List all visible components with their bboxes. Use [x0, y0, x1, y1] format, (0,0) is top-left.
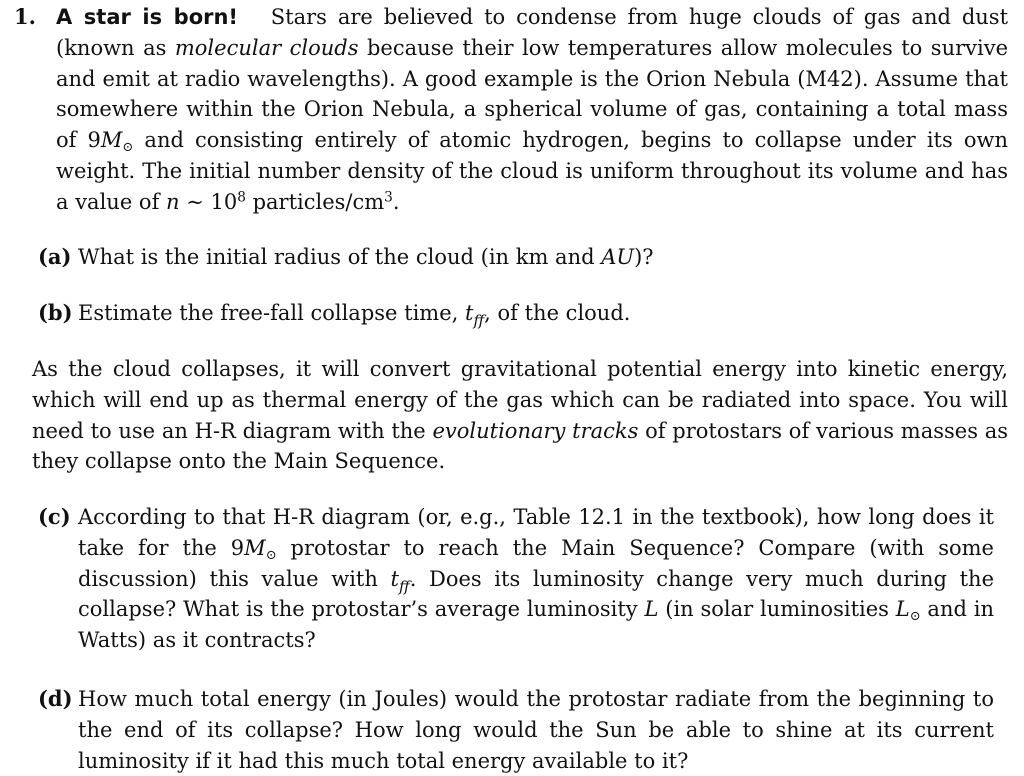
- part-d: [38, 684, 994, 776]
- intro-text-3: and consisting entirely of atomic hydrogen, begins to collapse under its own weight. The initial number density of the cloud is uniform throughout its volume and has a value of: [56, 128, 1009, 214]
- intro-text-2: because their low temperatures allow molecules to survive and emit at radio wavelengths). A good example is the Orion Nebula (M42). Assume that somewhere within the Orion Nebula, a spherical volume of gas, containing a total mass of 9: [56, 35, 1008, 153]
- part-c-t-symbol: t: [390, 566, 399, 591]
- problem-number: 1.: [14, 4, 36, 29]
- part-a: [38, 242, 994, 273]
- intro-mass-symbol: M: [100, 128, 123, 153]
- part-a-au: AU: [601, 245, 635, 269]
- part-d-text: How much total energy (in Joules) would the protostar radiate from the beginning to the end of its collapse? How long would the Sun be able to shine at its current luminosity if it had this much total energy available to it?: [78, 686, 994, 773]
- middle-paragraph: [32, 354, 1008, 477]
- part-b-text-2: , of the cloud.: [484, 300, 631, 325]
- part-c-l-solar-symbol: L: [895, 597, 910, 622]
- part-c-l-symbol: L: [644, 597, 659, 622]
- part-a-text-1: What is the initial radius of the cloud (in km and: [78, 245, 602, 269]
- problem-1: [14, 2, 1008, 218]
- part-a-label: (a): [38, 244, 72, 269]
- middle-text-2: of protostars of various masses as they collapse onto the Main Sequence.: [32, 418, 1009, 474]
- problem-intro: [56, 2, 1008, 218]
- middle-text: [32, 354, 1008, 477]
- part-b-ff-subscript: ff: [473, 311, 485, 330]
- part-c-label: (c): [38, 504, 71, 529]
- part-c-text-3: . Does its luminosity change very much during the collapse? What is the protostar’s average luminosity: [78, 566, 994, 622]
- part-c-text-2: protostar to reach the Main Sequence? Compare (with some discussion) this value with: [78, 535, 994, 591]
- solar-symbol: ⊙: [909, 609, 921, 625]
- part-b-t-symbol: t: [465, 300, 474, 325]
- solar-symbol: ⊙: [122, 140, 134, 156]
- part-c-text-1: According to that H-R diagram (or, e.g., Table 12.1 in the textbook), how long does it take for the 9: [78, 505, 994, 560]
- part-c-text-4: (in solar luminosities: [658, 597, 896, 622]
- intro-text-4: ∼ 10: [179, 189, 238, 214]
- problem-title: A star is born!: [56, 5, 239, 29]
- part-b-label: (b): [38, 299, 73, 325]
- part-c-ff-subscript: ff: [398, 576, 410, 595]
- intro-text-6: .: [392, 189, 400, 214]
- parts-ab: [38, 242, 994, 329]
- part-b: [38, 298, 994, 329]
- parts-cd: [38, 502, 994, 776]
- middle-text-1: As the cloud collapses, it will convert gravitational potential energy into kinetic energy, which will end up as thermal energy of the gas which can be radiated into space. You will need to use an H-R diagram with the: [32, 357, 1008, 443]
- intro-exponent-2: 3: [384, 189, 393, 206]
- part-d-label: (d): [38, 685, 73, 711]
- part-c: [38, 502, 994, 656]
- intro-emphasis-molecular-clouds: molecular clouds: [174, 35, 359, 60]
- part-b-text-1: Estimate the free-fall collapse time,: [78, 300, 465, 325]
- intro-text-5: particles/cm: [245, 189, 385, 214]
- part-c-mass-symbol: M: [244, 535, 266, 560]
- intro-n-symbol: n: [166, 189, 180, 214]
- intro-exponent: 8: [237, 189, 246, 206]
- part-c-text-5: and in Watts) as it contracts?: [78, 597, 994, 653]
- middle-emphasis: evolutionary tracks: [432, 418, 639, 443]
- solar-symbol: ⊙: [265, 547, 277, 563]
- part-a-text-2: )?: [634, 245, 654, 269]
- intro-text-1: Stars are believed to condense from huge clouds of gas and dust (known as: [56, 5, 1009, 60]
